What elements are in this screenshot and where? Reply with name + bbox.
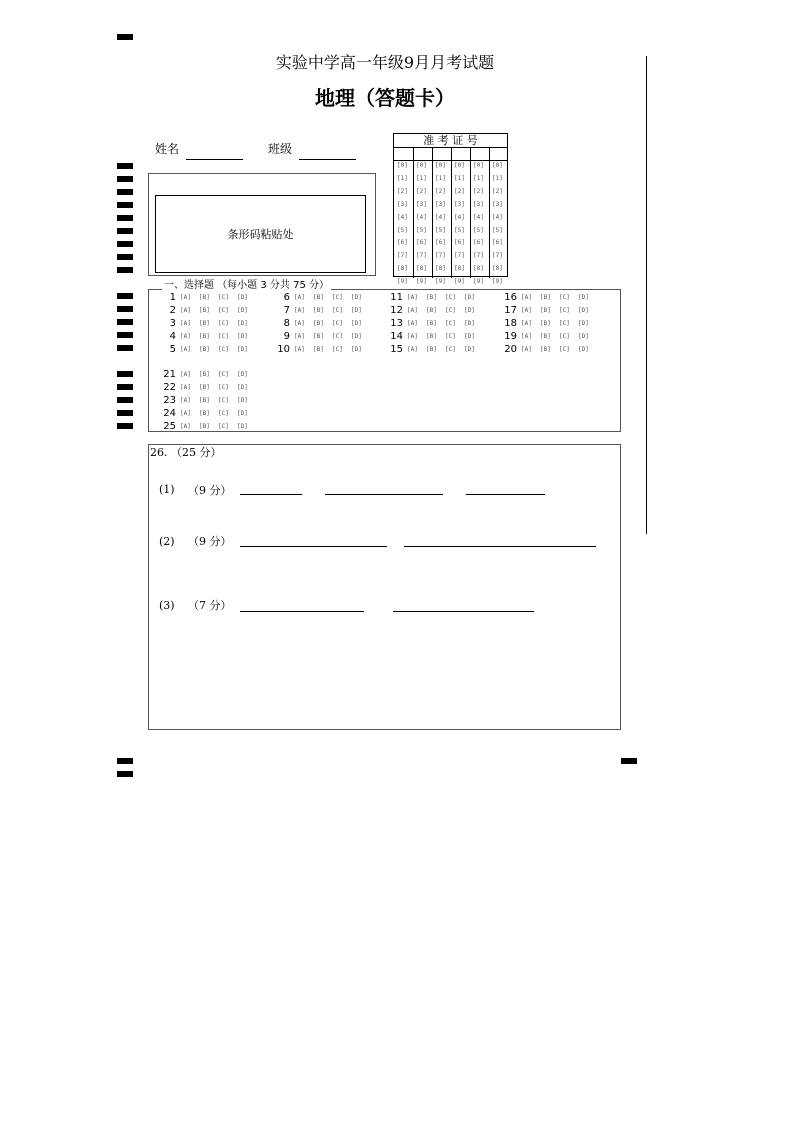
answer-bubble[interactable]: [B] xyxy=(199,306,210,314)
answer-bubble[interactable]: [C] xyxy=(218,370,229,378)
answer-bubble[interactable]: [D] xyxy=(351,293,362,301)
registration-mark xyxy=(117,345,133,351)
exam-id-bubble[interactable]: [5] xyxy=(492,226,503,234)
question-number: 7 xyxy=(283,304,290,316)
exam-id-bubble[interactable]: [7] xyxy=(397,252,408,260)
exam-id-bubble[interactable]: [0] xyxy=(435,162,446,169)
answer-bubble[interactable]: [D] xyxy=(237,306,248,314)
question-number: 6 xyxy=(283,291,290,303)
part-2-answer-line[interactable] xyxy=(240,546,387,547)
registration-mark xyxy=(117,215,133,221)
answer-bubble[interactable]: [A] xyxy=(407,345,418,353)
question-number: 16 xyxy=(504,291,517,303)
answer-bubble[interactable]: [B] xyxy=(199,345,210,353)
barcode-label: 条形码粘贴处 xyxy=(227,228,294,241)
registration-mark xyxy=(117,202,133,208)
question-number: 19 xyxy=(504,330,517,342)
choice-question xyxy=(156,394,256,406)
answer-bubble[interactable]: [B] xyxy=(199,383,210,391)
answer-bubble[interactable]: [B] xyxy=(199,370,210,378)
answer-bubble[interactable]: [D] xyxy=(578,306,589,314)
choice-question xyxy=(497,317,597,329)
answer-bubble[interactable]: [A] xyxy=(180,422,191,430)
exam-id-bubble[interactable]: [7] xyxy=(473,252,484,260)
choice-question xyxy=(497,291,597,303)
exam-id-bubble[interactable]: [3] xyxy=(454,200,465,208)
exam-id-title: 准 考 证 号 xyxy=(394,134,507,148)
exam-id-bubble[interactable]: [2] xyxy=(492,187,503,195)
question-number: 8 xyxy=(283,317,290,329)
exam-id-bubble[interactable]: [7] xyxy=(454,252,465,260)
exam-id-bubble[interactable]: [4] xyxy=(454,213,465,221)
choice-question xyxy=(270,291,370,303)
exam-id-bubble[interactable]: [2] xyxy=(473,187,484,195)
question-number: 18 xyxy=(504,317,517,329)
answer-bubble[interactable]: [C] xyxy=(332,345,343,353)
exam-id-grid xyxy=(393,133,508,286)
answer-bubble[interactable]: [C] xyxy=(218,332,229,340)
part-3-answer-line[interactable] xyxy=(240,611,364,612)
part-3-answer-line[interactable] xyxy=(393,611,534,612)
answer-bubble[interactable]: [D] xyxy=(237,293,248,301)
exam-id-bubble[interactable]: [9] xyxy=(435,278,446,286)
answer-bubble[interactable]: [D] xyxy=(237,383,248,391)
registration-mark xyxy=(117,176,133,182)
registration-mark xyxy=(117,241,133,247)
answer-bubble[interactable]: [B] xyxy=(426,293,437,301)
answer-bubble[interactable]: [D] xyxy=(578,293,589,301)
answer-bubble[interactable]: [D] xyxy=(464,306,475,314)
answer-bubble[interactable]: [B] xyxy=(199,396,210,404)
exam-id-bubble[interactable]: [1] xyxy=(435,174,446,182)
registration-mark xyxy=(117,189,133,195)
answer-bubble[interactable]: [C] xyxy=(559,332,570,340)
exam-id-bubble[interactable]: [8] xyxy=(454,265,465,273)
part-2-answer-line[interactable] xyxy=(404,546,596,547)
choice-section-title: 一、选择题 （每小题 3 分共 75 分） xyxy=(162,276,331,291)
answer-bubble[interactable]: [C] xyxy=(218,383,229,391)
answer-bubble[interactable]: [A] xyxy=(407,319,418,327)
exam-id-bubble[interactable]: [4] xyxy=(435,213,446,221)
question-number: 20 xyxy=(504,343,517,355)
answer-bubble[interactable]: [D] xyxy=(464,319,475,327)
answer-bubble[interactable]: [C] xyxy=(559,319,570,327)
registration-mark xyxy=(117,332,133,338)
exam-id-bubble[interactable]: [0] xyxy=(473,162,484,169)
choice-question xyxy=(156,343,256,355)
choice-question xyxy=(270,343,370,355)
answer-bubble[interactable]: [C] xyxy=(218,396,229,404)
answer-bubble[interactable]: [D] xyxy=(237,370,248,378)
answer-bubble[interactable]: [B] xyxy=(313,319,324,327)
exam-id-bubble[interactable]: [5] xyxy=(416,226,427,234)
exam-id-bubble[interactable]: [0] xyxy=(454,162,465,169)
choice-question xyxy=(383,304,483,316)
choice-question xyxy=(156,291,256,303)
answer-bubble[interactable]: [B] xyxy=(540,345,551,353)
choice-question xyxy=(156,381,256,393)
class-field[interactable] xyxy=(299,159,356,160)
question-number: 14 xyxy=(390,330,403,342)
answer-bubble[interactable]: [C] xyxy=(332,319,343,327)
exam-id-bubble[interactable]: [8] xyxy=(397,265,408,273)
answer-bubble[interactable]: [A] xyxy=(180,293,191,301)
question-number: 23 xyxy=(163,394,176,406)
question-number: 9 xyxy=(283,330,290,342)
answer-bubble[interactable]: [B] xyxy=(426,345,437,353)
exam-id-bubble[interactable]: [9] xyxy=(397,278,408,286)
answer-bubble[interactable]: [C] xyxy=(559,293,570,301)
answer-bubble[interactable]: [B] xyxy=(199,409,210,417)
exam-id-bubble[interactable]: [2] xyxy=(397,187,408,195)
exam-id-bubble[interactable]: [0] xyxy=(492,162,503,169)
registration-mark xyxy=(117,34,133,40)
answer-bubble[interactable]: [A] xyxy=(521,306,532,314)
registration-mark xyxy=(117,371,133,377)
answer-bubble[interactable]: [D] xyxy=(578,319,589,327)
choice-question xyxy=(156,420,256,432)
question-number: 10 xyxy=(277,343,290,355)
exam-id-bubble[interactable]: [9] xyxy=(454,278,465,286)
choice-question xyxy=(497,343,597,355)
exam-id-bubble[interactable]: [4] xyxy=(397,213,408,221)
exam-id-bubble[interactable]: [8] xyxy=(416,265,427,273)
exam-title: 实验中学高一年级9月月考试题 xyxy=(275,53,495,72)
choice-question xyxy=(383,317,483,329)
part-1-label: (1) xyxy=(159,483,175,496)
answer-bubble[interactable]: [C] xyxy=(445,306,456,314)
answer-bubble[interactable]: [C] xyxy=(559,345,570,353)
registration-mark xyxy=(117,758,133,764)
answer-bubble[interactable]: [A] xyxy=(180,345,191,353)
answer-bubble[interactable]: [D] xyxy=(351,306,362,314)
exam-id-bubble[interactable]: [6] xyxy=(473,239,484,247)
question-number: 22 xyxy=(163,381,176,393)
answer-bubble[interactable]: [A] xyxy=(294,319,305,327)
question-number: 13 xyxy=(390,317,403,329)
answer-bubble[interactable]: [B] xyxy=(540,332,551,340)
registration-mark xyxy=(117,397,133,403)
question-number: 11 xyxy=(390,291,403,303)
answer-bubble[interactable]: [A] xyxy=(180,409,191,417)
answer-bubble[interactable]: [D] xyxy=(237,332,248,340)
answer-bubble[interactable]: [A] xyxy=(180,319,191,327)
answer-bubble[interactable]: [B] xyxy=(313,306,324,314)
registration-mark xyxy=(117,771,133,777)
answer-bubble[interactable]: [C] xyxy=(559,306,570,314)
part-2-label: (2) xyxy=(159,535,175,548)
answer-bubble[interactable]: [C] xyxy=(218,409,229,417)
choice-question xyxy=(156,368,256,380)
answer-bubble[interactable]: [C] xyxy=(218,422,229,430)
part-1-answer-line[interactable] xyxy=(240,494,302,495)
answer-bubble[interactable]: [A] xyxy=(521,332,532,340)
part-2-score: （9 分） xyxy=(188,535,232,548)
answer-bubble[interactable]: [C] xyxy=(218,319,229,327)
exam-id-bubble[interactable]: [3] xyxy=(435,200,446,208)
answer-bubble[interactable]: [C] xyxy=(332,332,343,340)
exam-id-bubble[interactable]: [8] xyxy=(435,265,446,273)
answer-bubble[interactable]: [B] xyxy=(199,332,210,340)
answer-bubble[interactable]: [B] xyxy=(313,345,324,353)
exam-id-bubble[interactable]: [9] xyxy=(416,278,427,286)
answer-bubble[interactable]: [A] xyxy=(521,319,532,327)
exam-id-bubble[interactable]: [1] xyxy=(397,174,408,182)
exam-id-bubble[interactable]: [5] xyxy=(435,226,446,234)
part-1-answer-line[interactable] xyxy=(466,494,545,495)
choice-question xyxy=(383,343,483,355)
answer-bubble[interactable]: [A] xyxy=(407,306,418,314)
answer-bubble[interactable]: [C] xyxy=(218,306,229,314)
question-number: 2 xyxy=(169,304,176,316)
answer-bubble[interactable]: [A] xyxy=(521,345,532,353)
exam-id-bubble[interactable]: [3] xyxy=(473,200,484,208)
answer-bubble[interactable]: [D] xyxy=(237,422,248,430)
right-margin-line xyxy=(646,56,647,534)
answer-bubble[interactable]: [A] xyxy=(294,293,305,301)
choice-question xyxy=(156,330,256,342)
exam-id-bubble[interactable]: [5] xyxy=(454,226,465,234)
answer-bubble[interactable]: [B] xyxy=(199,319,210,327)
registration-mark xyxy=(117,306,133,312)
exam-id-bubble[interactable]: [5] xyxy=(473,226,484,234)
choice-question xyxy=(156,304,256,316)
answer-bubble[interactable]: [C] xyxy=(218,345,229,353)
exam-id-bubble[interactable]: [4] xyxy=(416,213,427,221)
question-number: 15 xyxy=(390,343,403,355)
name-field[interactable] xyxy=(186,159,243,160)
answer-bubble[interactable]: [C] xyxy=(218,293,229,301)
question-number: 5 xyxy=(169,343,176,355)
answer-bubble[interactable]: [A] xyxy=(180,370,191,378)
exam-subtitle: 地理（答题卡） xyxy=(315,86,455,110)
answer-bubble[interactable]: [A] xyxy=(180,332,191,340)
exam-id-bubble[interactable]: [4] xyxy=(473,213,484,221)
question-number: 4 xyxy=(169,330,176,342)
answer-bubble[interactable]: [D] xyxy=(351,332,362,340)
exam-id-bubble[interactable]: [5] xyxy=(397,226,408,234)
exam-id-bubble[interactable]: [3] xyxy=(397,200,408,208)
exam-id-bubble[interactable]: [1] xyxy=(454,174,465,182)
exam-id-bubble[interactable]: [6] xyxy=(454,239,465,247)
exam-id-bubble[interactable]: [8] xyxy=(473,265,484,273)
exam-id-bubble[interactable]: [7] xyxy=(416,252,427,260)
exam-id-bubble[interactable]: [8] xyxy=(492,265,503,273)
answer-bubble[interactable]: [D] xyxy=(464,332,475,340)
answer-bubble[interactable]: [C] xyxy=(445,319,456,327)
choice-question xyxy=(497,304,597,316)
answer-bubble[interactable]: [B] xyxy=(313,332,324,340)
registration-mark xyxy=(117,228,133,234)
exam-id-bubble[interactable]: [2] xyxy=(416,187,427,195)
exam-id-bubble[interactable]: [4] xyxy=(492,213,503,221)
exam-id-bubble[interactable]: [3] xyxy=(416,200,427,208)
answer-bubble[interactable]: [B] xyxy=(540,306,551,314)
answer-bubble[interactable]: [D] xyxy=(351,319,362,327)
answer-bubble[interactable]: [C] xyxy=(332,306,343,314)
exam-id-bubble[interactable]: [7] xyxy=(435,252,446,260)
answer-bubble[interactable]: [C] xyxy=(445,293,456,301)
answer-bubble[interactable]: [B] xyxy=(540,293,551,301)
question-number: 24 xyxy=(163,407,176,419)
question-number: 25 xyxy=(163,420,176,432)
answer-bubble[interactable]: [A] xyxy=(294,306,305,314)
class-label: 班级 xyxy=(268,142,293,156)
question-number: 3 xyxy=(169,317,176,329)
answer-bubble[interactable]: [B] xyxy=(426,306,437,314)
answer-bubble[interactable]: [A] xyxy=(294,332,305,340)
exam-id-bubble[interactable]: [0] xyxy=(416,162,427,169)
answer-bubble[interactable]: [A] xyxy=(294,345,305,353)
part-1-answer-line[interactable] xyxy=(325,494,443,495)
choice-question xyxy=(156,317,256,329)
answer-bubble[interactable]: [D] xyxy=(578,332,589,340)
answer-bubble[interactable]: [D] xyxy=(464,345,475,353)
answer-bubble[interactable]: [D] xyxy=(237,409,248,417)
exam-id-bubble[interactable]: [9] xyxy=(492,278,503,286)
answer-bubble[interactable]: [A] xyxy=(407,332,418,340)
exam-id-bubble[interactable]: [6] xyxy=(416,239,427,247)
question-number: 17 xyxy=(504,304,517,316)
choice-question xyxy=(156,407,256,419)
question-number: 21 xyxy=(163,368,176,380)
answer-bubble[interactable]: [B] xyxy=(540,319,551,327)
registration-mark xyxy=(117,254,133,260)
registration-mark xyxy=(117,423,133,429)
name-label: 姓名 xyxy=(155,142,180,156)
answer-bubble[interactable]: [A] xyxy=(180,306,191,314)
choice-question xyxy=(383,291,483,303)
answer-bubble[interactable]: [A] xyxy=(180,383,191,391)
registration-mark xyxy=(117,267,133,273)
exam-id-bubble[interactable]: [1] xyxy=(492,174,503,182)
exam-id-bubble[interactable]: [6] xyxy=(492,239,503,247)
part-1-score: （9 分） xyxy=(188,484,232,497)
answer-bubble[interactable]: [D] xyxy=(578,345,589,353)
answer-bubble[interactable]: [D] xyxy=(351,345,362,353)
answer-bubble[interactable]: [A] xyxy=(521,293,532,301)
answer-bubble[interactable]: [B] xyxy=(426,332,437,340)
answer-bubble[interactable]: [A] xyxy=(407,293,418,301)
question-number: 12 xyxy=(390,304,403,316)
answer-bubble[interactable]: [B] xyxy=(313,293,324,301)
answer-bubble[interactable]: [D] xyxy=(237,345,248,353)
answer-bubble[interactable]: [B] xyxy=(199,293,210,301)
exam-id-bubble[interactable]: [2] xyxy=(454,187,465,195)
registration-mark xyxy=(117,319,133,325)
answer-bubble[interactable]: [D] xyxy=(237,319,248,327)
choice-question xyxy=(270,330,370,342)
choice-question xyxy=(270,304,370,316)
exam-id-bubble[interactable]: [3] xyxy=(492,200,503,208)
part-3-score: （7 分） xyxy=(188,599,232,612)
answer-bubble[interactable]: [A] xyxy=(180,396,191,404)
question-number: 1 xyxy=(169,291,176,303)
registration-mark xyxy=(117,163,133,169)
exam-id-bubble[interactable]: [6] xyxy=(397,239,408,247)
registration-mark xyxy=(117,293,133,299)
registration-mark xyxy=(117,384,133,390)
answer-bubble[interactable]: [C] xyxy=(332,293,343,301)
answer-bubble[interactable]: [C] xyxy=(445,345,456,353)
answer-bubble[interactable]: [C] xyxy=(445,332,456,340)
part-3-label: (3) xyxy=(159,599,175,612)
answer-bubble[interactable]: [B] xyxy=(426,319,437,327)
exam-id-bubble[interactable]: [6] xyxy=(435,239,446,247)
answer-bubble[interactable]: [D] xyxy=(464,293,475,301)
registration-mark xyxy=(117,410,133,416)
choice-question xyxy=(497,330,597,342)
choice-question xyxy=(383,330,483,342)
exam-id-bubble[interactable]: [1] xyxy=(416,174,427,182)
registration-mark xyxy=(621,758,637,764)
exam-id-bubble[interactable]: [0] xyxy=(397,162,408,169)
barcode-area[interactable] xyxy=(155,195,366,273)
exam-id-bubble[interactable]: [1] xyxy=(473,174,484,182)
answer-bubble[interactable]: [D] xyxy=(237,396,248,404)
exam-id-bubble[interactable]: [7] xyxy=(492,252,503,260)
answer-bubble[interactable]: [B] xyxy=(199,422,210,430)
exam-id-bubble[interactable]: [2] xyxy=(435,187,446,195)
exam-id-bubble[interactable]: [9] xyxy=(473,278,484,286)
choice-question xyxy=(270,317,370,329)
essay-title: 26. （25 分） xyxy=(150,446,222,459)
